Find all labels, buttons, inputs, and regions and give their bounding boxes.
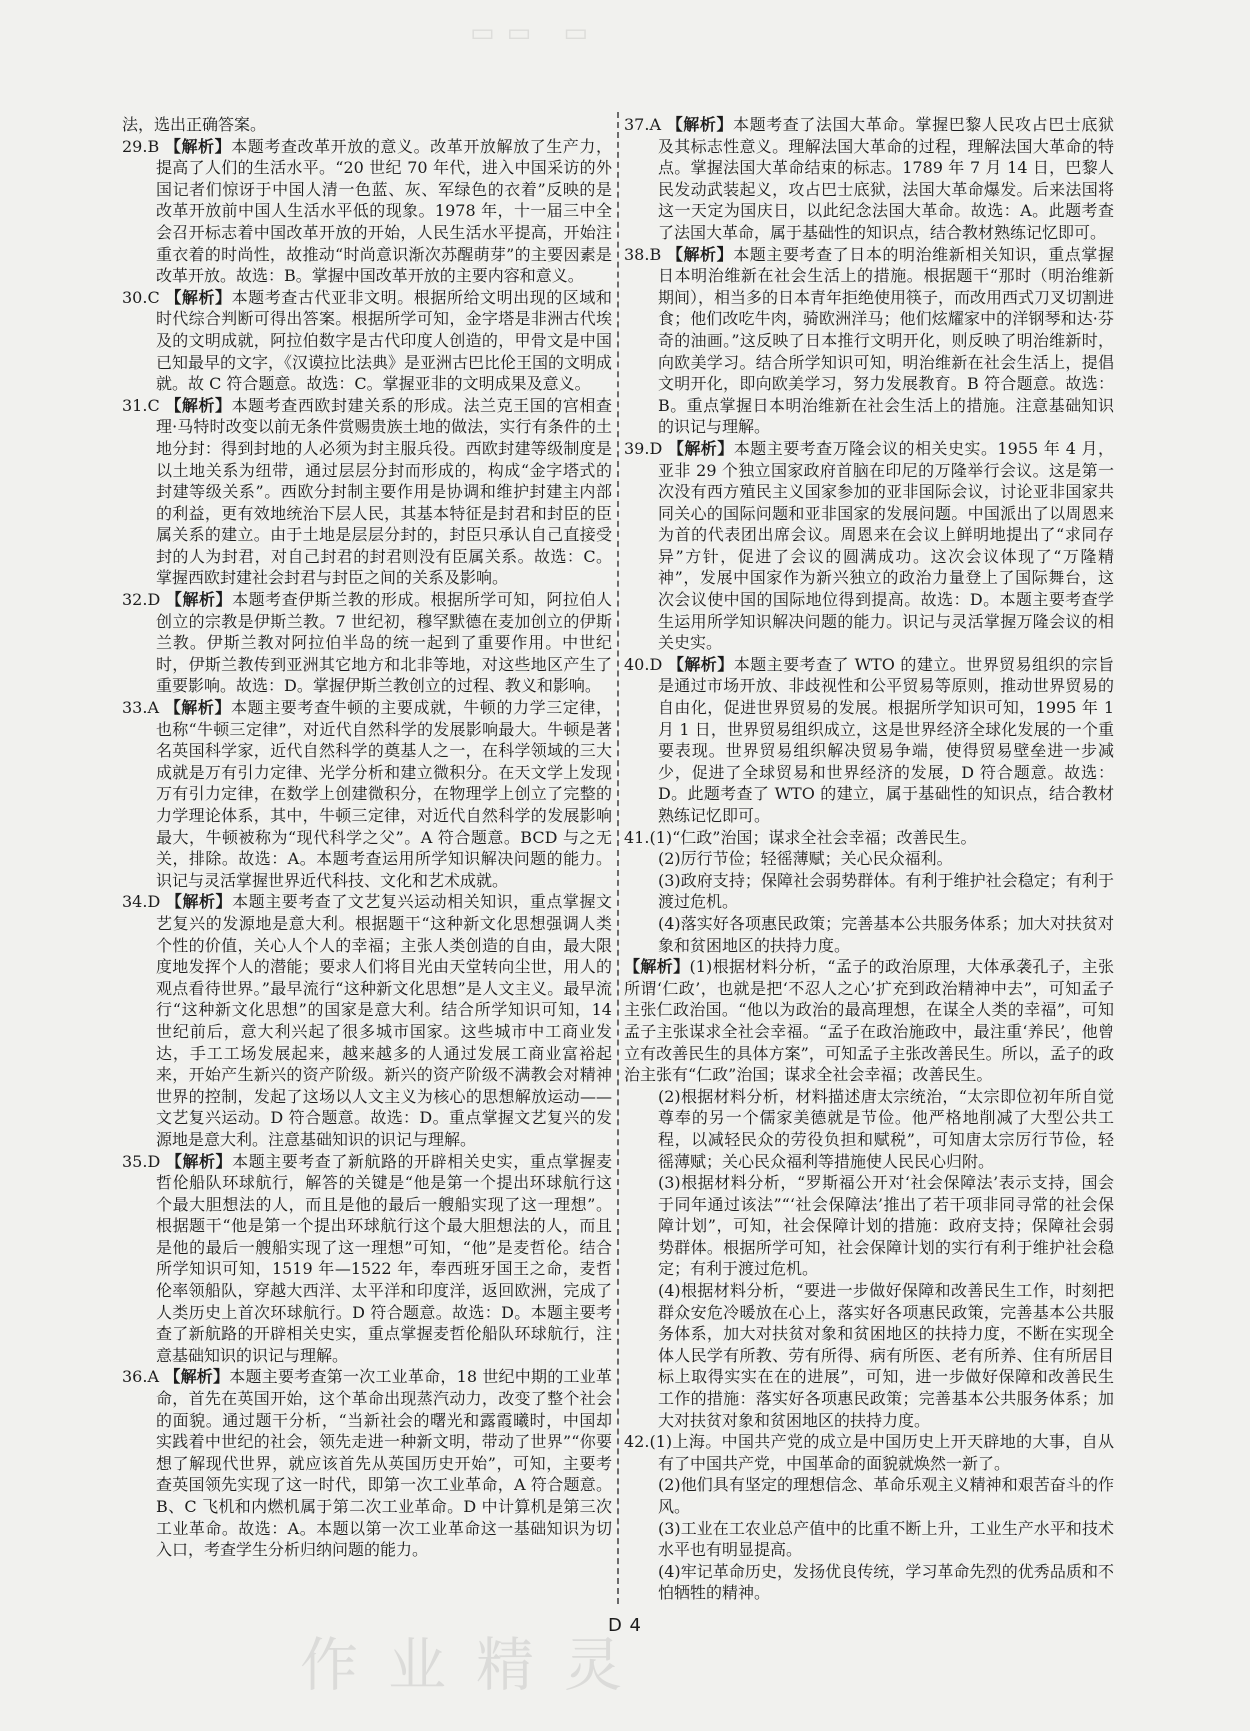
answer-text: (1)“仁政”治国；谋求全社会幸福；改善民生。: [649, 827, 977, 847]
analysis-paragraph: [624, 1086, 1114, 1172]
answer-text: (4)落实好各项惠民政策；完善基本公共服务体系；加大对扶贫对象和贫困地区的扶持力度。: [658, 913, 1114, 955]
analysis-tag: 【解析】: [165, 892, 233, 912]
answer-item: [122, 287, 612, 395]
answer-line: [624, 1518, 1114, 1561]
answer-number: 35.D: [122, 1151, 166, 1171]
analysis-text: 本题考查了法国大革命。掌握巴黎人民攻占巴士底狱及其标志性意义。理解法国大革命的过程，理解法国大革命的特点。掌握法国大革命结束的标志。1789 年 7 月 14 日，巴黎人民发动武装起义，攻占巴士底狱，法国大革命爆发。后来法国将这一天定为国庆日，以此纪念法国大革命。故选：A。此题考查了法国大革命，属于基础性的知识点，结合教材熟练记忆即可。: [658, 115, 1114, 242]
answer-line: [624, 870, 1114, 913]
analysis-paragraph: [624, 1172, 1114, 1280]
analysis-text: (3)根据材料分析，“罗斯福公开对‘社会保障法’表示支持，国会于同年通过该法”“‘社会保障法’推出了若干项非同寻常的社会保障计划”，可知，社会保障计划的措施：政府支持；保障社会弱势群体。根据所学可知，社会保障计划的实行有利于维护社会稳定；有利于渡过危机。: [658, 1173, 1114, 1279]
analysis-text: (2)根据材料分析，材料描述唐太宗统治，“太宗即位初年所自觉尊奉的另一个儒家美德就是节俭。他严格地削减了大型公共工程，以减轻民众的劳役负担和赋税”，可知唐太宗厉行节俭，轻徭薄赋；关心民众福利等措施使人民民心归附。: [658, 1086, 1114, 1171]
answer-item: [122, 891, 612, 1150]
answer-line: [624, 1431, 1114, 1474]
analysis-tag: 【解析】: [667, 654, 734, 674]
analysis-tag: 【解析】: [164, 136, 232, 156]
answer-line: [624, 913, 1114, 956]
answer-number: 32.D: [122, 590, 166, 610]
answer-item: [624, 244, 1114, 438]
column-divider: [617, 112, 619, 1604]
answer-item: [122, 1366, 612, 1560]
answer-item: [624, 114, 1114, 244]
answer-item: [122, 1151, 612, 1367]
analysis-text: 本题考查伊斯兰教的形成。根据所学可知，阿拉伯人创立的宗教是伊斯兰教。7 世纪初，穆罕默德在麦加创立的伊斯兰教。伊斯兰教对阿拉伯半岛的统一起到了重要作用。中世纪时，伊斯兰教传到亚洲其它地方和北非等地，对这些地区产生了重要影响。故选：D。掌握伊斯兰教创立的过程、教义和影响。: [156, 590, 612, 696]
analysis-tag: 【解析】: [165, 1151, 233, 1171]
answer-item: [624, 654, 1114, 827]
page-number: D 4: [607, 1615, 643, 1636]
answer-text: (1)上海。中国共产党的成立是中国历史上开天辟地的大事，自从有了中国共产党，中国革命的面貌就焕然一新了。: [649, 1432, 1114, 1473]
answer-item: [122, 136, 612, 287]
analysis-text: (1)根据材料分析，“孟子的政治原理，大体承袭孔子，主张所谓‘仁政’，也就是把‘不忍人之心’扩充到政治精神中去”，可知孟子主张仁政治国。“他以为政治的最高理想，在谋全人类的幸福”，可知孟子主张谋求全社会幸福。“孟子在政治施政中，最注重‘养民’，他曾立有改善民生的具体方案”，可知孟子主张改善民生。所以，孟子的政治主张有“仁政”治国；谋求全社会幸福；改善民生。: [624, 957, 1114, 1085]
analysis-text: 本题主要考查了日本的明治维新相关知识，重点掌握日本明治维新在社会生活上的措施。根据题干“那时（明治维新期间），相当多的日本青年拒绝使用筷子，而改用西式刀叉切割进食；他们改吃牛肉，骑欧洲洋马；他们炫耀家中的洋钢琴和达·芬奇的油画。”这反映了日本推行文明开化，则反映了明治维新时，向欧美学习。结合所学知识可知，明治维新在社会生活上，提倡文明开化，即向欧美学习，努力发展教育。B 符合题意。故选：B。重点掌握日本明治维新在社会生活上的措施。注意基础知识的识记与理解。: [658, 244, 1115, 437]
analysis-text: 本题考查古代亚非文明。根据所给文明出现的区域和时代综合判断可得出答案。根据所学可知，金字塔是非洲古代埃及的文明成就，阿拉伯数字是古代印度人创造的，甲骨文是中国已知最早的文字，《汉谟拉比法典》是亚洲古巴比伦王国的文明成就。故 C 符合题意。故选：C。掌握亚非的文明成果及意义。: [156, 287, 613, 394]
answer-number: 42.: [624, 1432, 650, 1452]
answer-line: [624, 1561, 1114, 1604]
right-column: [624, 114, 1114, 1604]
analysis-tag: 【解析】: [164, 698, 232, 718]
answer-number: 31.C: [122, 395, 166, 415]
answer-text: (3)工业在工农业总产值中的比重不断上升，工业生产水平和技术水平也有明显提高。: [658, 1518, 1114, 1560]
analysis-tag: 【解析】: [624, 957, 690, 977]
answer-line: [624, 827, 1114, 849]
analysis-tag: 【解析】: [666, 115, 734, 134]
watermark-logo: 作业精灵: [300, 1631, 653, 1699]
analysis-text: 本题主要考查了新航路的开辟相关史实，重点掌握麦哲伦船队环球航行，解答的关键是“他是第一个提出环球航行这个最大胆想法的人，而且是他的最后一艘船实现了这一理想”。根据题干“他是第一个提出环球航行这个最大胆想法的人，而且是他的最后一艘船实现了这一理想”可知，“他”是麦哲伦。结合所学知识可知，1519 年—1522 年，奉西班牙国王之命，麦哲伦率领船队，穿越大西洋、太平洋和印度洋，返回欧洲，完成了人类历史上首次环球航行。D 符合题意。故选：D。本题主要考查了新航路的开辟相关史实，重点掌握麦哲伦船队环球航行，注意基础知识的识记与理解。: [156, 1151, 612, 1365]
analysis-paragraph: [624, 956, 1114, 1086]
answer-number: 40.D: [624, 654, 668, 674]
answer-continuation: 法，选出正确答案。: [122, 115, 267, 134]
analysis-text: 本题主要考查第一次工业革命，18 世纪中期的工业革命，首先在英国开始，这个革命出现蒸汽动力，改变了整个社会的面貌。通过题干分析，“当新社会的曙光和露霞曦时，中国却实践着中世纪的社会，领先走进一种新文明，带动了世界”“你要想了解现代世界，就应该首先从英国历史开始”，可知，主要考查英国领先实现了这一时代，即第一次工业革命，A 符合题意。B、C 飞机和内燃机属于第二次工业革命。D 中计算机是第三次工业革命。故选：A。本题以第一次工业革命这一基础知识为切入口，考查学生分析归纳问题的能力。: [156, 1367, 612, 1560]
analysis-text: 本题考查改革开放的意义。改革开放解放了生产力，提高了人们的生活水平。“20 世纪 70 年代，进入中国采访的外国记者们惊讶于中国人清一色蓝、灰、军绿色的衣着”反映的是改革开放前中国人生活水平低的现象。1978 年，十一届三中全会召开标志着中国改革开放的开始，人民生活水平提高，开始注重衣着的时尚性，故推动“时尚意识渐次苏醒萌芽”的主要因素是改革开放。故选：B。掌握中国改革开放的主要内容和意义。: [156, 136, 612, 286]
answer-number: 30.C: [122, 287, 166, 307]
answer-text: (2)他们具有坚定的理想信念、革命乐观主义精神和艰苦奋斗的作风。: [658, 1475, 1114, 1516]
analysis-text: 本题主要考查了文艺复兴运动相关知识，重点掌握文艺复兴的发源地是意大利。根据题干“这种新文化思想强调人类个性的价值，关心人个人的幸福；主张人类创造的自由，最大限度地发挥个人的潜能；要求人们将目光由天堂转向尘世，用人的观点看待世界。”最早流行“这种新文化思想”是人文主义。最早流行“这种新文化思想”的国家是意大利。结合所学知识可知，14 世纪前后，意大利兴起了很多城市国家。这些城市中工商业发达，手工工场发展起来，越来越多的人通过发展工商业富裕起来，开始产生新兴的资产阶级。新兴的资产阶级不满教会对精神世界的控制，发起了这场以人文主义为核心的思想解放运动——文艺复兴运动。D 符合题意。故选：D。重点掌握文艺复兴的发源地是意大利。注意基础知识的识记与理解。: [156, 892, 612, 1149]
analysis-paragraph: [624, 1280, 1114, 1431]
answer-item: [122, 697, 612, 891]
analysis-tag: 【解析】: [667, 438, 734, 458]
answer-item: [624, 438, 1114, 654]
answer-number: 36.A: [122, 1367, 165, 1387]
faint-header-stamp: ▭▭ ▭: [470, 18, 600, 48]
analysis-text: 本题主要考查万隆会议的相关史实。1955 年 4 月，亚非 29 个独立国家政府首脑在印尼的万隆举行会议。这是第一次没有西方殖民主义国家参加的亚非国际会议，讨论亚非国家共同关心的国际问题和亚非国家的发展问题。中国派出了以周恩来为首的代表团出席会议。周恩来在会议上鲜明地提出了“求同存异”方针，促进了会议的圆满成功。这次会议体现了“万隆精神”，发展中国家作为新兴独立的政治力量登上了国际舞台，这次会议使中国的国际地位得到提高。故选：D。本题主要考查学生运用所学知识解决问题的能力。识记与灵活掌握万隆会议的相关史实。: [658, 438, 1114, 653]
analysis-tag: 【解析】: [666, 244, 734, 264]
left-column: [122, 114, 612, 1561]
analysis-tag: 【解析】: [164, 1367, 230, 1387]
answer-item: [122, 395, 612, 589]
analysis-tag: 【解析】: [165, 590, 233, 610]
analysis-tag: 【解析】: [165, 395, 232, 415]
answer-item: [122, 589, 612, 697]
answer-number: 37.A: [624, 115, 667, 134]
analysis-text: 本题主要考查了 WTO 的建立。世界贸易组织的宗旨是通过市场开放、非歧视性和公平贸易等原则，推动世界贸易的自由化，促进世界贸易的发展。根据所学知识可知，1995 年 1 月 1 日，世界贸易组织成立，这是世界经济全球化发展的一个重要表现。世界贸易组织解决贸易争端，使得贸易壁垒进一步减少，促进了全球贸易和世界经济的发展，D 符合题意。故选：D。此题考查了 WTO 的建立，属于基础性的知识点，结合教材熟练记忆即可。: [658, 654, 1114, 825]
answer-number: 29.B: [122, 136, 165, 156]
answer-number: 38.B: [624, 244, 667, 264]
analysis-text: (4)根据材料分析，“要进一步做好保障和改善民生工作，时刻把群众安危冷暖放在心上，落实好各项惠民政策，完善基本公共服务体系，加大对扶贫对象和贫困地区的扶持力度，不断在实现全体人民学有所教、劳有所得、病有所医、老有所养、住有所居目标上取得实实在在的进展”，可知，进一步做好保障和改善民生工作的措施：落实好各项惠民政策；完善基本公共服务体系；加大对扶贫对象和贫困地区的扶持力度。: [658, 1281, 1114, 1430]
analysis-text: 本题考查西欧封建关系的形成。法兰克王国的宫相查理·马特时改变以前无条件赏赐贵族土地的做法，实行有条件的土地分封：得到封地的人必须为封主服兵役。西欧封建等级制度是以土地关系为纽带，通过层层分封而形成的，构成“金字塔式的封建等级关系”。西欧分封制主要作用是协调和维护封建主内部的利益，更有效地统治下层人民，其基本特征是封君和封臣的臣属关系的建立。由于土地是层层分封的，封臣只承认自己直接受封的人为封君，对自己封君的封君则没有臣属关系。故选：C。掌握西欧封建社会封君与封臣之间的关系及影响。: [156, 395, 612, 588]
analysis-text: 本题主要考查牛顿的主要成就，牛顿的力学三定律，也称“牛顿三定律”，对近代自然科学的发展影响最大。牛顿是著名英国科学家，近代自然科学的奠基人之一，在科学领域的三大成就是万有引力定律、光学分析和建立微积分。在天文学上发现万有引力定律，在数学上创建微积分，在物理学上创立了完整的力学理论体系，其中，牛顿三定律，对近代自然科学的发展影响最大，牛顿被称为“现代科学之父”。A 符合题意。BCD 与之无关，排除。故选：A。本题考查运用所学知识解决问题的能力。识记与灵活掌握世界近代科技、文化和艺术成就。: [156, 698, 612, 890]
answer-number: 34.D: [122, 892, 166, 912]
answer-line: [624, 848, 1114, 870]
answer-number: 33.A: [122, 698, 165, 718]
answer-number: 39.D: [624, 438, 668, 458]
answer-line: [624, 1474, 1114, 1517]
answer-text: (3)政府支持；保障社会弱势群体。有利于维护社会稳定；有利于渡过危机。: [658, 870, 1114, 912]
analysis-tag: 【解析】: [165, 287, 232, 307]
answer-text: (2)厉行节俭；轻徭薄赋；关心民众福利。: [658, 849, 953, 869]
answer-number: 41.: [624, 827, 650, 847]
answer-text: (4)牢记革命历史，发扬优良传统，学习革命先烈的优秀品质和不怕牺牲的精神。: [658, 1561, 1114, 1603]
